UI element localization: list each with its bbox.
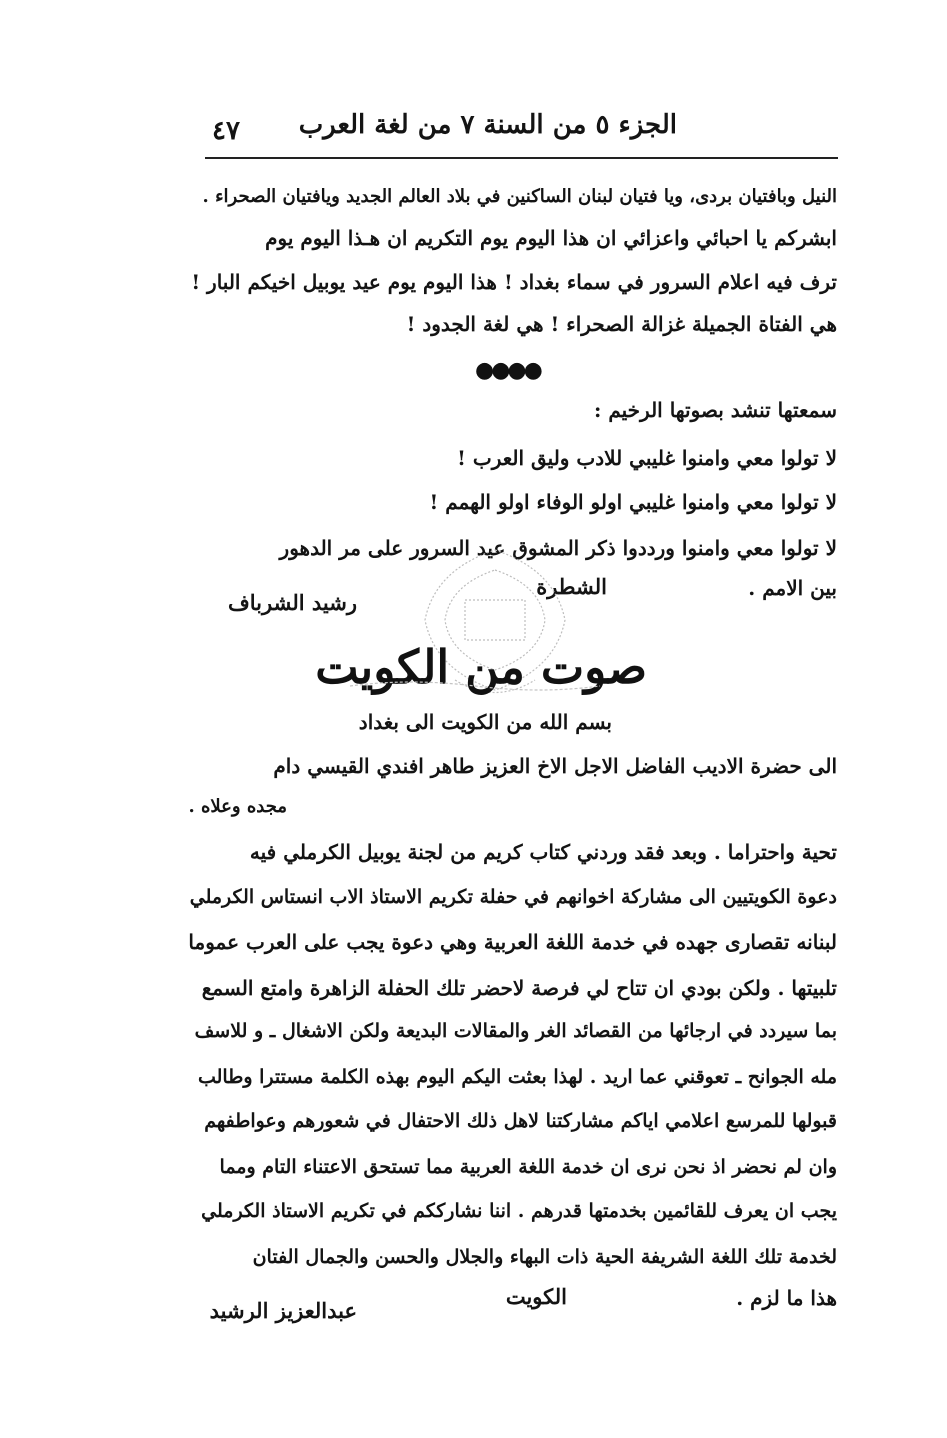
address-line: الى حضرة الاديب الفاضل الاجل الاخ العزيز طاهر افندي القيسي دام [273,754,837,778]
author-signature: عبدالعزيز الرشيد [209,1298,357,1323]
header-rule [205,157,838,159]
body-line: مله الجوانح ـ تعوقني عما اريد . لهذا بعثت اليكم اليوم بهذه الكلمة مستترا وطالب [197,1066,837,1088]
body-line: لبنانه تقصارى جهده في خدمة اللغة العربية وهي دعوة يجب على العرب عموما [188,930,837,954]
running-header-title: الجزء ٥ من السنة ٧ من لغة العرب [298,110,677,140]
author-signature: رشيد الشرباف [228,590,357,615]
poem-line: لا تولوا معي وامنوا غليبي اولو الوفاء اولو الهمم ! [429,490,837,514]
body-line: دعوة الكويتيين الى مشاركة اخوانهم في حفلة تكريم الاستاذ الاب انستاس الكرملي [189,886,837,908]
body-line: هذا ما لزم . [736,1286,837,1310]
body-line: تحية واحتراما . وبعد فقد وردني كتاب كريم من لجنة يوبيل الكرملي فيه [249,840,837,864]
text-line: بين الامم . [748,576,837,600]
address-line: مجده وعلاه . [188,796,287,817]
article-title: صوت من الكويت [315,640,647,694]
body-line: وان لم نحضر اذ نحن نرى ان خدمة اللغة العربية مما تستحق الاعتناء التام ومما [219,1156,837,1178]
poem-line: لا تولوا معي وامنوا غليبي للادب وليق العرب ! [457,446,837,470]
section-separator: ●●●● [475,358,540,383]
opening-line: بسم الله من الكويت الى بغداد [358,710,612,734]
body-line: يجب ان يعرف للقائمين بخدمتها قدرهم . اننا نشارككم في تكريم الاستاذ الكرملي [201,1200,837,1222]
text-line: ابشركم يا احبائي واعزائي ان هذا اليوم يوم التكريم ان هـذا اليوم يوم [265,226,837,250]
body-line: تلبيتها . ولكن بودي ان تتاح لي فرصة لاحضر تلك الحفلة الزاهرة وامتع السمع [201,976,837,1000]
text-line: هي الفتاة الجميلة غزالة الصحراء ! هي لغة الجدود ! [406,312,837,336]
body-line: قبولها للمرسع اعلامي اياكم مشاركتنا لاهل ذلك الاحتفال في شعورهم وعواطفهم [204,1110,837,1132]
text-line: النيل وبافتيان بردى، ويا فتيان لبنان الساكنين في بلاد العالم الجديد ويافتيان الصحراء . [202,186,837,207]
place-name: الكويت [505,1284,567,1309]
page-number: ٤٧ [212,116,240,146]
text-line: سمعتها تنشد بصوتها الرخيم : [593,398,837,422]
body-line: بما سيردد في ارجائها من القصائد الغر والمقالات البديعة ولكن الاشغال ـ و للاسف [194,1020,837,1042]
place-name: الشطرة [536,574,607,599]
text-line: ترف فيه اعلام السرور في سماء بغداد ! هذا اليوم يوم عيد يوبيل اخيكم البار ! [191,270,837,294]
poem-line: لا تولوا معي وامنوا ورددوا ذكر المشوق عيد السرور على مر الدهور [279,536,837,560]
body-line: لخدمة تلك اللغة الشريفة الحية ذات البهاء والجلال والحسن والجمال الفتان [252,1246,837,1268]
title-ornament [345,676,605,696]
